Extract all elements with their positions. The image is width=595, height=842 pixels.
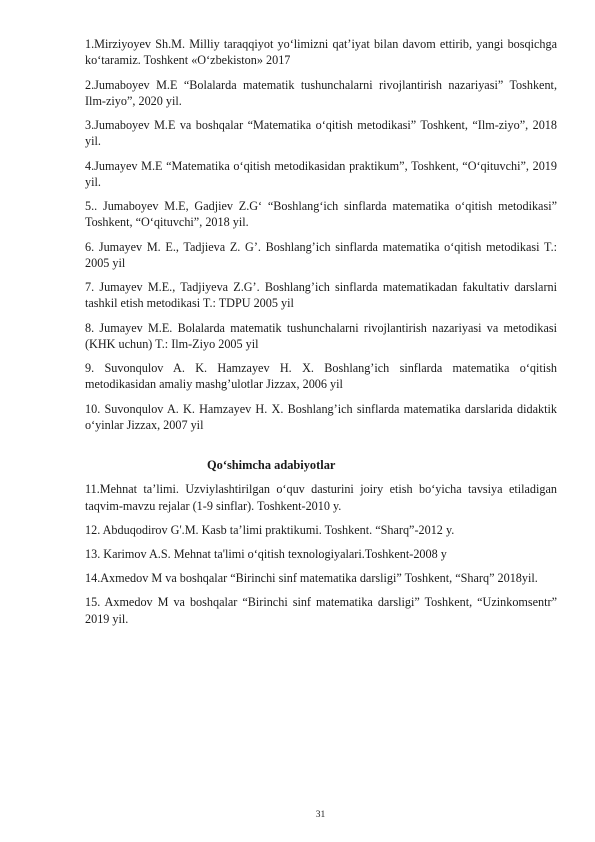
reference-item: 12. Abduqodirov G'.M. Kasb ta’limi praktikumi. Toshkent. “Sharq”-2012 y. bbox=[85, 522, 455, 537]
reference-item: 4.Jumayev M.E “Matematika o‘qitish metodikasidan praktikum”, Toshkent, “O‘qituvchi”, 2019 yil. bbox=[85, 158, 557, 189]
reference-item: 6. Jumayev M. E., Tadjieva Z. G’. Boshlang’ich sinflarda matematika o‘qitish metodikasi T.: 2005 yil bbox=[85, 239, 557, 270]
reference-item: 3.Jumaboyev M.E va boshqalar “Matematika o‘qitish metodikasi” Toshkent, “Ilm-ziyo”, 2018 yil. bbox=[85, 118, 557, 149]
main-references-list bbox=[85, 36, 557, 433]
reference-item: 10. Suvonqulov A. K. Hamzayev H. X. Boshlang’ich sinflarda matematika darslarida didaktik o‘yinlar Jizzax, 2007 yil bbox=[85, 401, 557, 432]
page-number: 31 bbox=[315, 810, 326, 820]
reference-item: 15. Axmedov M va boshqalar “Birinchi sinf matematika darsligi” Toshkent, “Uzinkomsentr” 2019 yil. bbox=[85, 595, 557, 626]
reference-item: 7. Jumayev M.E., Tadjiyeva Z.G’. Boshlang’ich sinflarda matematikadan fakultativ darslarni tashkil etish metodikasi T.: TDPU 2005 yil bbox=[85, 280, 557, 311]
additional-references-list bbox=[85, 481, 557, 627]
reference-item: 11.Mehnat ta’limi. Uzviylashtirilgan o‘quv dasturini joiry etish bo‘yicha tavsiya etiladigan taqvim-mavzu rejalar (1-9 sinflar). Toshkent-2010 y. bbox=[85, 482, 557, 513]
reference-item: 14.Axmedov M va boshqalar “Birinchi sinf matematika darsligi” Toshkent, “Sharq” 2018yil. bbox=[85, 571, 538, 585]
reference-item: 9. Suvonqulov A. K. Hamzayev H. X. Boshlang’ich sinflarda matematika o‘qitish metodikasidan amaliy mashg’ulotlar Jizzax, 2006 yil bbox=[85, 361, 557, 392]
reference-item: 1.Mirziyoyev Sh.M. Milliy taraqqiyot yo‘limizni qat’iyat bilan davom ettirib, yangi bosqichga ko‘taramiz. Toshkent «O‘zbekiston» 2017 bbox=[85, 37, 557, 68]
section-heading-additional-literature: Qo‘shimcha adabiyotlar bbox=[207, 458, 336, 473]
reference-item: 2.Jumaboyev M.E “Bolalarda matematik tushunchalarni rivojlantirish nazariyasi” Toshkent, Ilm-ziyo”, 2020 yil. bbox=[85, 77, 557, 108]
reference-item: 13. Karimov A.S. Mehnat ta'limi o‘qitish texnologiyalari.Toshkent-2008 y bbox=[85, 546, 447, 561]
reference-item: 8. Jumayev M.E. Bolalarda matematik tushunchalarni rivojlantirish nazariyasi va metodikasi (KHK uchun) T.: Ilm-Ziyo 2005 yil bbox=[85, 320, 557, 351]
reference-item: 5.. Jumaboyev M.E, Gadjiev Z.G‘ “Boshlang‘ich sinflarda matematika o‘qitish metodikasi” Toshkent, “O‘qituvchi”, 2018 yil. bbox=[85, 199, 557, 230]
